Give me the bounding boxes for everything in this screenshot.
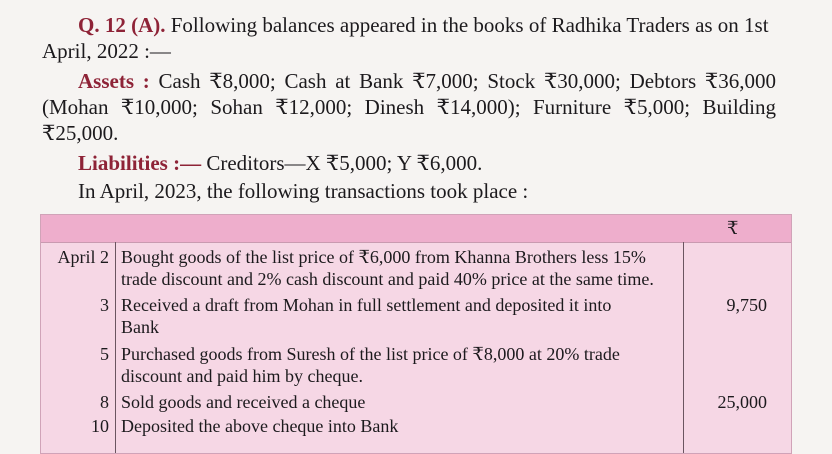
question-text: Following balances appeared in the books of Radhika Traders as on 1st (170, 13, 769, 37)
row-2-line-2: Bank (121, 317, 159, 337)
liabilities-line (78, 150, 482, 176)
row-1-line-1: Bought goods of the list price of ₹6,000 from Khanna Brothers less 15% (121, 247, 646, 267)
transactions-table (40, 214, 792, 454)
row-1-line-2: trade discount and 2% cash discount and paid 40% price at the same time. (121, 269, 654, 289)
row-4-line-1: Sold goods and received a cheque (121, 392, 366, 412)
row-3-date: 5 (100, 344, 109, 364)
question-line-2: April, 2022 :— (42, 39, 171, 63)
transactions-intro: In April, 2023, the following transactions took place : (78, 179, 529, 203)
assets-text-1: Cash ₹8,000; Cash at Bank ₹7,000; Stock ₹30,000; Debtors ₹36,000 (158, 69, 776, 93)
row-2-date: 3 (100, 295, 109, 315)
assets-line-2: (Mohan ₹10,000; Sohan ₹12,000; Dinesh ₹14,000); Furniture ₹5,000; Building (42, 95, 776, 119)
question-number: Q. 12 (A). (78, 13, 166, 37)
liabilities-text: Creditors—X ₹5,000; Y ₹6,000. (206, 151, 483, 175)
question-line-1 (78, 12, 769, 38)
table-header (41, 215, 791, 243)
row-1-date: April 2 (57, 247, 109, 267)
date-column-divider (115, 242, 116, 453)
currency-header: ₹ (727, 218, 739, 238)
row-5-line-1: Deposited the above cheque into Bank (121, 416, 399, 436)
row-2-amount: 9,750 (726, 295, 767, 315)
assets-line-1 (78, 68, 776, 94)
row-2-line-1: Received a draft from Mohan in full settlement and deposited it into (121, 295, 612, 315)
row-3-line-1: Purchased goods from Suresh of the list price of ₹8,000 at 20% trade (121, 344, 620, 364)
amount-column-divider (683, 242, 684, 453)
row-4-amount: 25,000 (717, 392, 767, 412)
row-5-date: 10 (91, 416, 109, 436)
liabilities-label: Liabilities :— (78, 151, 202, 175)
row-4-date: 8 (100, 392, 109, 412)
assets-line-3: ₹25,000. (42, 121, 119, 145)
assets-label: Assets : (78, 69, 150, 93)
row-3-line-2: discount and paid him by cheque. (121, 366, 363, 386)
